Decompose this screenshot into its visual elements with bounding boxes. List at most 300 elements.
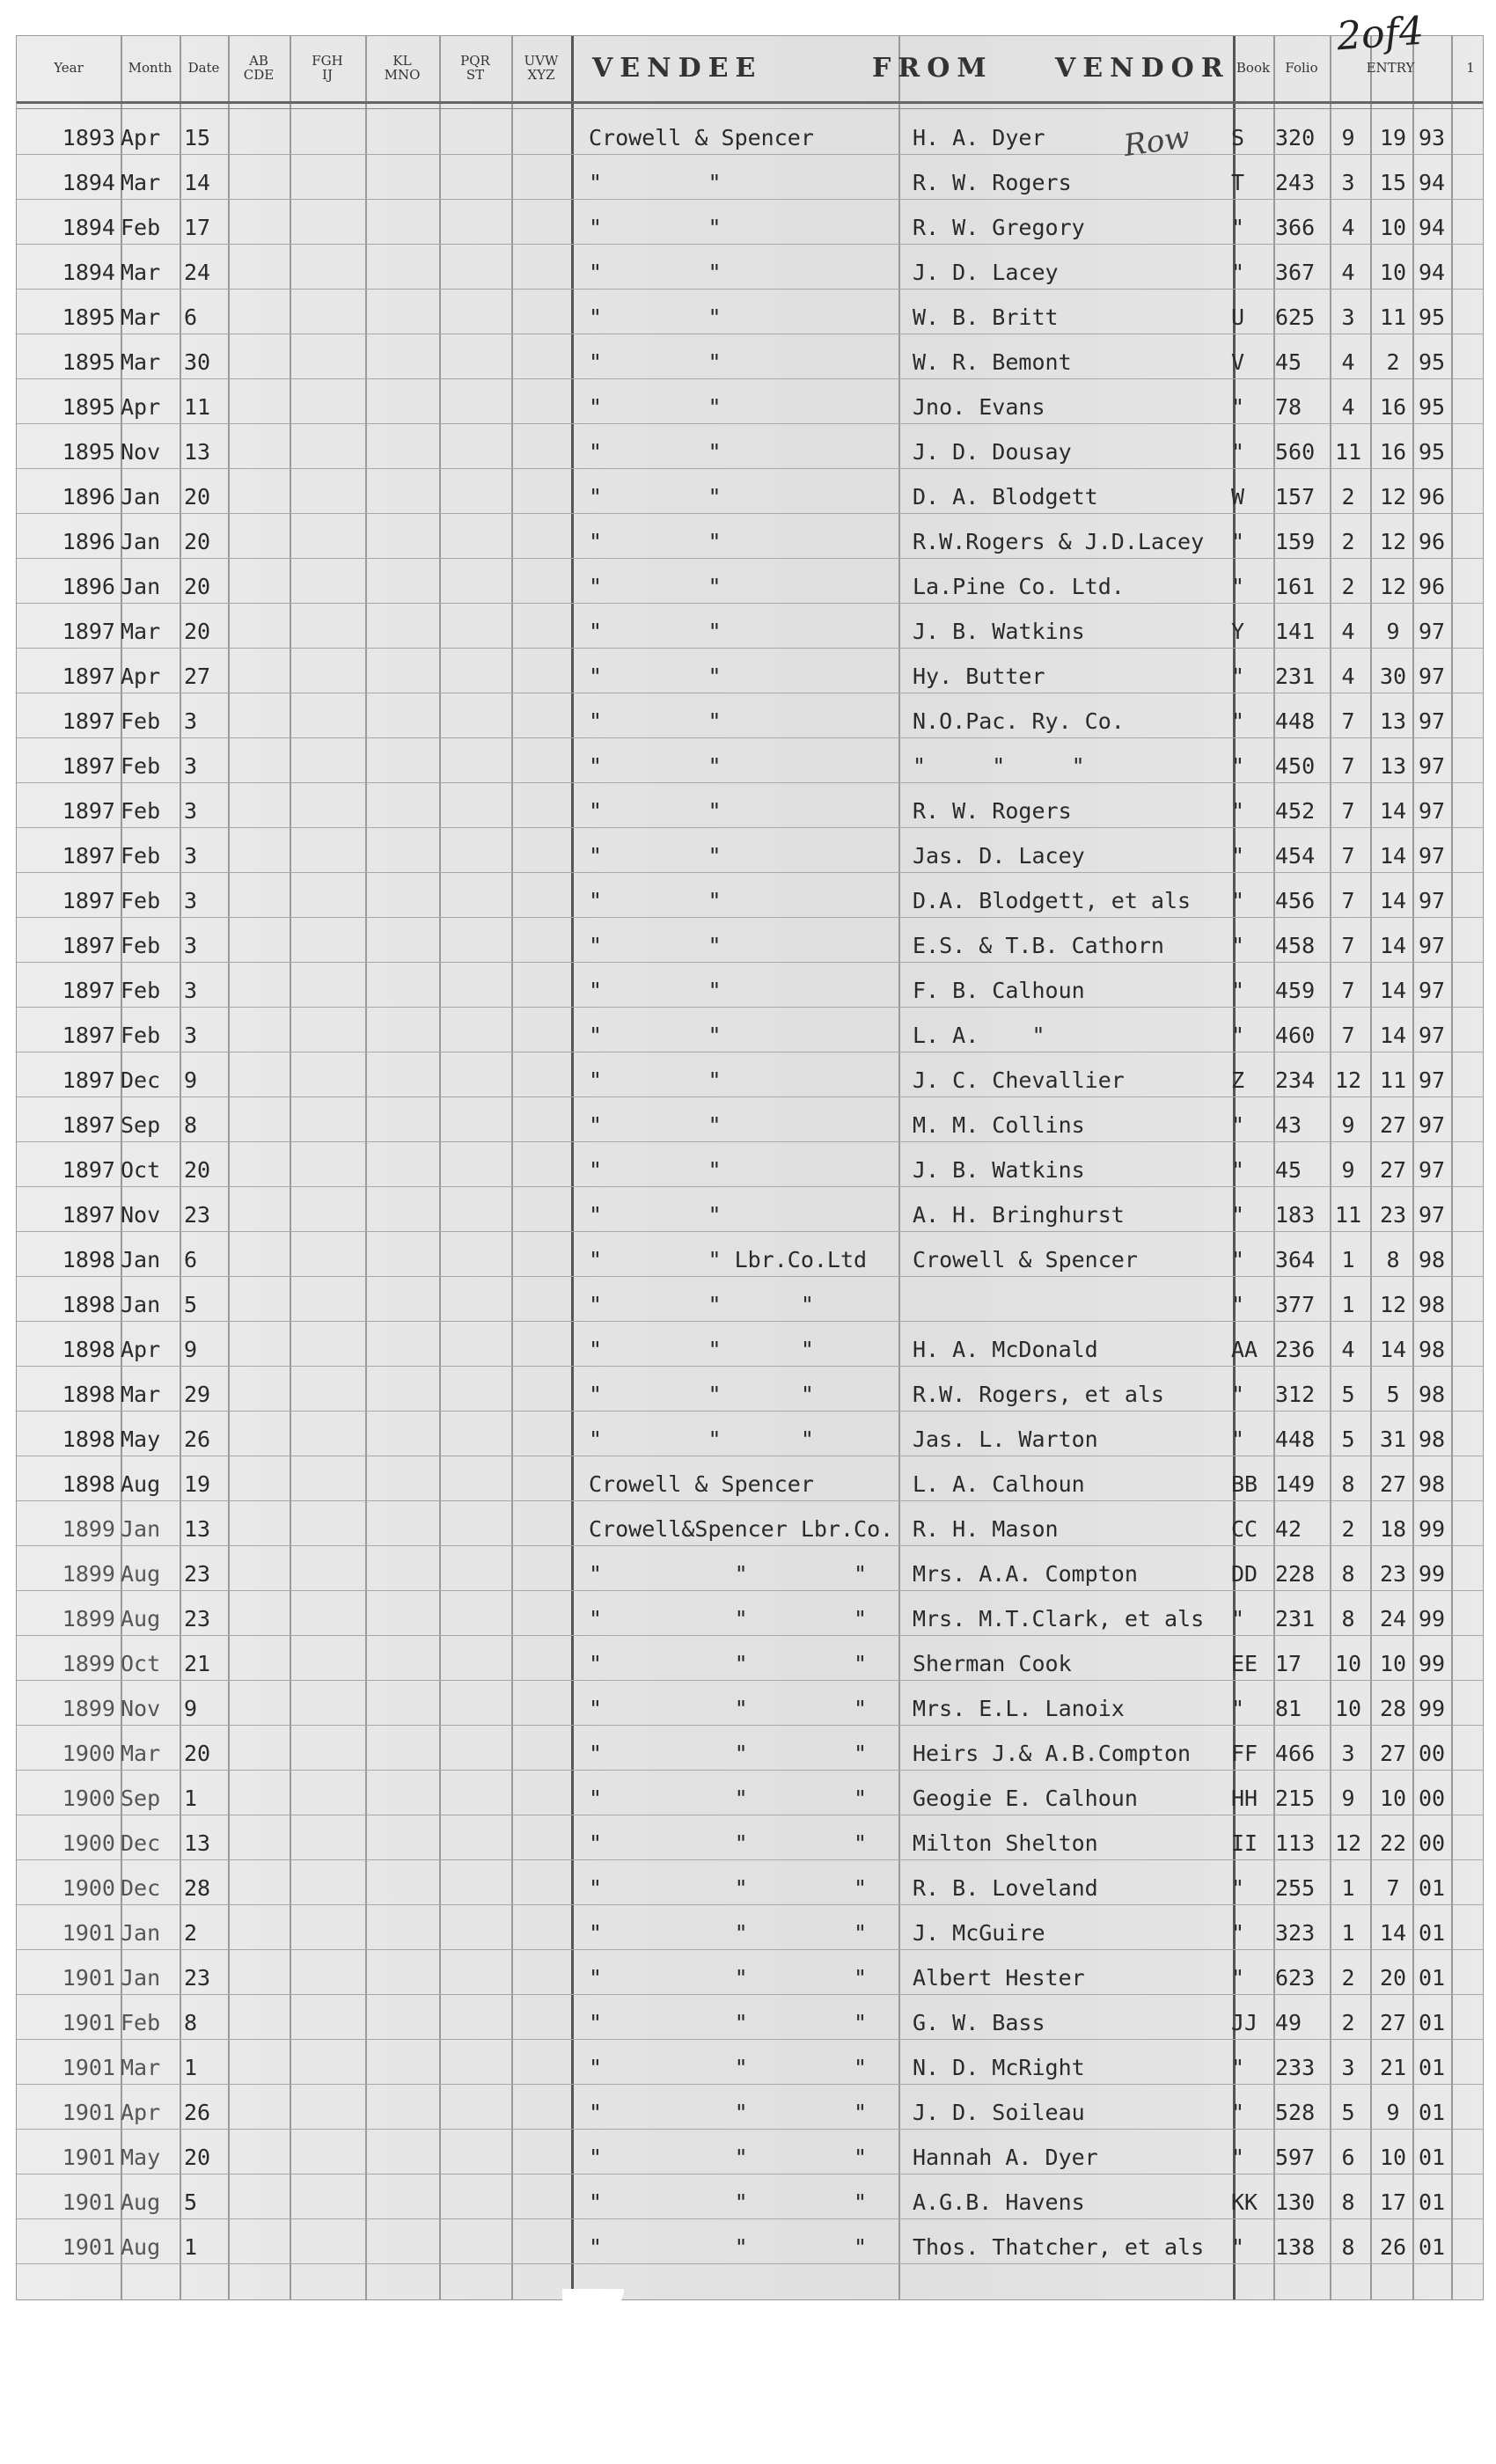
entry-year-cell: 96 (1418, 574, 1446, 599)
date-cell: 26 (184, 2100, 211, 2125)
entry-day-cell: 19 (1379, 125, 1407, 150)
entry-year-cell: 01 (1418, 2010, 1446, 2035)
entry-day-cell: 27 (1379, 1157, 1407, 1183)
date-cell: 21 (184, 1651, 211, 1676)
entry-month-cell: 12 (1334, 1067, 1362, 1093)
book-cell: " (1231, 1920, 1245, 1946)
entry-year-cell: 95 (1418, 439, 1446, 465)
date-cell: 3 (184, 888, 198, 913)
vendor-cell: " " " (913, 753, 1085, 779)
vendor-cell: L. A. Calhoun (913, 1471, 1085, 1497)
folio-cell: 228 (1275, 1561, 1316, 1587)
date-cell: 5 (184, 2189, 198, 2215)
folio-cell: 157 (1275, 484, 1316, 510)
table-row (17, 2174, 1483, 2219)
entry-year-cell: 01 (1418, 2055, 1446, 2080)
date-cell: 3 (184, 798, 198, 824)
month-cell: Dec (121, 1875, 161, 1901)
header-index-line: UVW (524, 53, 559, 69)
entry-month-cell: 6 (1341, 2145, 1355, 2170)
book-cell: " (1231, 2145, 1245, 2170)
table-row (17, 783, 1483, 828)
entry-day-cell: 11 (1379, 304, 1407, 330)
header-vendee-from-vendor (580, 36, 1236, 99)
entry-month-cell: 2 (1341, 529, 1355, 554)
entry-day-cell: 14 (1379, 1023, 1407, 1048)
entry-year-cell: 98 (1418, 1471, 1446, 1497)
table-row (17, 1277, 1483, 1322)
table-row (17, 1905, 1483, 1950)
entry-month-cell: 9 (1341, 1786, 1355, 1811)
month-cell: Mar (121, 2055, 161, 2080)
table-row (17, 1187, 1483, 1232)
entry-day-cell: 5 (1386, 1382, 1400, 1407)
entry-year-cell: 98 (1418, 1337, 1446, 1362)
header-index-line: FGH (312, 53, 343, 69)
folio-cell: 560 (1275, 439, 1316, 465)
header-entry: ENTRY (1366, 60, 1415, 76)
book-cell: AA (1231, 1337, 1258, 1362)
vendor-cell: D. A. Blodgett (913, 484, 1098, 510)
entry-year-cell: 98 (1418, 1382, 1446, 1407)
book-cell: " (1231, 664, 1245, 689)
folio-cell: 625 (1275, 304, 1316, 330)
vendor-cell: R. W. Rogers (913, 798, 1072, 824)
vendee-cell: " " (589, 394, 722, 420)
vendee-cell: " " (589, 260, 722, 285)
year-cell: 1897 (62, 664, 115, 689)
date-cell: 29 (184, 1382, 211, 1407)
header-rule (17, 108, 1483, 109)
entry-month-cell: 8 (1341, 1606, 1355, 1632)
vendor-cell: Mrs. A.A. Compton (913, 1561, 1138, 1587)
vendee-cell: " " " (589, 1337, 814, 1362)
entry-year-cell: 97 (1418, 1157, 1446, 1183)
table-row (17, 1052, 1483, 1097)
date-cell: 9 (184, 1067, 198, 1093)
folio-cell: 367 (1275, 260, 1316, 285)
vendee-cell: " " " (589, 1696, 868, 1721)
year-cell: 1901 (62, 1920, 115, 1946)
book-cell: " (1231, 708, 1245, 734)
month-cell: Aug (121, 1561, 161, 1587)
date-cell: 23 (184, 1202, 211, 1228)
entry-day-cell: 10 (1379, 260, 1407, 285)
vendee-cell: " " " (589, 1830, 868, 1856)
vendor-cell: Sherman Cook (913, 1651, 1072, 1676)
header-index-line: IJ (322, 67, 333, 83)
entry-month-cell: 8 (1341, 2189, 1355, 2215)
entry-month-cell: 7 (1341, 798, 1355, 824)
entry-day-cell: 16 (1379, 439, 1407, 465)
date-cell: 1 (184, 2055, 198, 2080)
folio-cell: 42 (1275, 1516, 1302, 1542)
book-cell: " (1231, 2100, 1245, 2125)
book-cell: Y (1231, 619, 1245, 644)
vendee-cell: " " (589, 1202, 722, 1228)
date-cell: 3 (184, 1023, 198, 1048)
vendor-cell: G. W. Bass (913, 2010, 1045, 2035)
page-marker-annotation: 2of4 (1335, 8, 1426, 60)
entry-day-cell: 14 (1379, 978, 1407, 1003)
vendor-cell: W. B. Britt (913, 304, 1059, 330)
date-cell: 6 (184, 304, 198, 330)
vendor-cell: R. B. Loveland (913, 1875, 1098, 1901)
folio-cell: 236 (1275, 1337, 1316, 1362)
book-cell: " (1231, 978, 1245, 1003)
date-cell: 1 (184, 1786, 198, 1811)
table-row (17, 604, 1483, 649)
month-cell: Feb (121, 888, 161, 913)
vendor-cell: R. H. Mason (913, 1516, 1059, 1542)
book-cell: " (1231, 215, 1245, 240)
year-cell: 1898 (62, 1426, 115, 1452)
year-cell: 1895 (62, 349, 115, 375)
year-cell: 1894 (62, 260, 115, 285)
entry-day-cell: 18 (1379, 1516, 1407, 1542)
vendee-cell: " " (589, 798, 722, 824)
folio-cell: 49 (1275, 2010, 1302, 2035)
year-cell: 1897 (62, 619, 115, 644)
month-cell: May (121, 1426, 161, 1452)
month-cell: May (121, 2145, 161, 2170)
book-cell: " (1231, 753, 1245, 779)
entry-year-cell: 98 (1418, 1247, 1446, 1272)
date-cell: 20 (184, 574, 211, 599)
table-row (17, 1367, 1483, 1412)
year-cell: 1898 (62, 1382, 115, 1407)
month-cell: Dec (121, 1067, 161, 1093)
year-cell: 1898 (62, 1337, 115, 1362)
date-cell: 1 (184, 2234, 198, 2260)
header-index-ab-cde (228, 36, 290, 99)
vendee-cell: " " " (589, 1426, 814, 1452)
vendee-cell: " " (589, 753, 722, 779)
folio-cell: 130 (1275, 2189, 1316, 2215)
entry-year-cell: 99 (1418, 1606, 1446, 1632)
vendee-cell: " " (589, 619, 722, 644)
entry-year-cell: 01 (1418, 2189, 1446, 2215)
header-index-kl-mno (365, 36, 439, 99)
book-cell: Z (1231, 1067, 1245, 1093)
entry-month-cell: 7 (1341, 1023, 1355, 1048)
month-cell: Jan (121, 1247, 161, 1272)
entry-day-cell: 14 (1379, 798, 1407, 824)
month-cell: Mar (121, 1741, 161, 1766)
year-cell: 1901 (62, 2189, 115, 2215)
vendee-cell: " " (589, 708, 722, 734)
book-cell: U (1231, 304, 1245, 330)
book-cell: JJ (1231, 2010, 1258, 2035)
year-cell: 1899 (62, 1606, 115, 1632)
table-row (17, 1771, 1483, 1815)
entry-day-cell: 7 (1386, 1875, 1400, 1901)
table-row (17, 559, 1483, 604)
entry-year-cell: 94 (1418, 170, 1446, 195)
month-cell: Jan (121, 574, 161, 599)
entry-year-cell: 99 (1418, 1561, 1446, 1587)
entry-month-cell: 4 (1341, 215, 1355, 240)
entry-month-cell: 9 (1341, 1112, 1355, 1138)
entry-day-cell: 23 (1379, 1561, 1407, 1587)
folio-cell: 456 (1275, 888, 1316, 913)
header-edge-mark: 1 (1466, 60, 1475, 76)
month-cell: Feb (121, 2010, 161, 2035)
entry-year-cell: 97 (1418, 708, 1446, 734)
vendee-cell: " " " (589, 1606, 868, 1632)
entry-month-cell: 7 (1341, 888, 1355, 913)
entry-year-cell: 94 (1418, 260, 1446, 285)
book-cell: DD (1231, 1561, 1258, 1587)
vendee-cell: " " Lbr.Co.Ltd (589, 1247, 868, 1272)
vendor-cell: Jas. D. Lacey (913, 843, 1085, 869)
entry-day-cell: 13 (1379, 708, 1407, 734)
entry-day-cell: 2 (1386, 349, 1400, 375)
entry-day-cell: 12 (1379, 529, 1407, 554)
entry-year-cell: 95 (1418, 304, 1446, 330)
year-cell: 1898 (62, 1292, 115, 1317)
entry-month-cell: 7 (1341, 843, 1355, 869)
year-cell: 1901 (62, 2100, 115, 2125)
folio-cell: 452 (1275, 798, 1316, 824)
book-cell: " (1231, 260, 1245, 285)
header-rule (17, 101, 1483, 104)
header-index-line: CDE (243, 67, 275, 83)
entry-month-cell: 5 (1341, 1382, 1355, 1407)
entry-month-cell: 7 (1341, 978, 1355, 1003)
date-cell: 13 (184, 1516, 211, 1542)
entry-year-cell: 94 (1418, 215, 1446, 240)
entry-day-cell: 14 (1379, 1337, 1407, 1362)
entry-day-cell: 17 (1379, 2189, 1407, 2215)
header-vendee: VENDEE (592, 52, 763, 84)
vendee-cell: " " " (589, 1965, 868, 1991)
month-cell: Jan (121, 1920, 161, 1946)
entry-year-cell: 97 (1418, 1112, 1446, 1138)
year-cell: 1899 (62, 1696, 115, 1721)
entry-month-cell: 8 (1341, 1471, 1355, 1497)
book-cell: " (1231, 1426, 1245, 1452)
folio-cell: 320 (1275, 125, 1316, 150)
date-cell: 8 (184, 1112, 198, 1138)
table-row (17, 1322, 1483, 1367)
row-note-annotation: Row (1121, 119, 1192, 165)
vendor-cell: W. R. Bemont (913, 349, 1072, 375)
entry-month-cell: 10 (1334, 1651, 1362, 1676)
date-cell: 6 (184, 1247, 198, 1272)
book-cell: " (1231, 933, 1245, 958)
entry-day-cell: 27 (1379, 1112, 1407, 1138)
folio-cell: 78 (1275, 394, 1302, 420)
book-cell: " (1231, 1965, 1245, 1991)
table-row (17, 379, 1483, 424)
header-index-fgh-ij (290, 36, 365, 99)
entry-year-cell: 98 (1418, 1426, 1446, 1452)
vendor-cell: H. A. Dyer (913, 125, 1045, 150)
year-cell: 1894 (62, 215, 115, 240)
date-cell: 5 (184, 1292, 198, 1317)
year-cell: 1893 (62, 125, 115, 150)
table-row (17, 334, 1483, 379)
entry-day-cell: 15 (1379, 170, 1407, 195)
year-cell: 1900 (62, 1741, 115, 1766)
entry-year-cell: 99 (1418, 1696, 1446, 1721)
date-cell: 19 (184, 1471, 211, 1497)
date-cell: 14 (184, 170, 211, 195)
vendor-cell: M. M. Collins (913, 1112, 1085, 1138)
entry-month-cell: 5 (1341, 2100, 1355, 2125)
header-index-line: XYZ (527, 67, 555, 83)
ledger-sheet (16, 8, 1484, 2300)
entry-year-cell: 99 (1418, 1516, 1446, 1542)
vendee-cell: " " (589, 1112, 722, 1138)
header-month: Month (128, 60, 172, 76)
vendor-cell: J. D. Lacey (913, 260, 1059, 285)
vendor-cell: J. B. Watkins (913, 1157, 1085, 1183)
vendee-cell: Crowell & Spencer (589, 125, 814, 150)
entry-day-cell: 27 (1379, 2010, 1407, 2035)
vendor-cell: H. A. McDonald (913, 1337, 1098, 1362)
vendee-cell: " " (589, 1023, 722, 1048)
entry-month-cell: 4 (1341, 619, 1355, 644)
entry-month-cell: 2 (1341, 574, 1355, 599)
table-row (17, 1591, 1483, 1636)
folio-cell: 460 (1275, 1023, 1316, 1048)
year-cell: 1897 (62, 888, 115, 913)
folio-cell: 159 (1275, 529, 1316, 554)
vendor-cell: Heirs J.& A.B.Compton (913, 1741, 1192, 1766)
entry-day-cell: 26 (1379, 2234, 1407, 2260)
date-cell: 3 (184, 978, 198, 1003)
entry-day-cell: 12 (1379, 574, 1407, 599)
vendee-cell: " " (589, 664, 722, 689)
entry-year-cell: 97 (1418, 843, 1446, 869)
book-cell: " (1231, 439, 1245, 465)
entry-day-cell: 14 (1379, 843, 1407, 869)
date-cell: 3 (184, 753, 198, 779)
header-index-line: AB (249, 53, 268, 69)
date-cell: 17 (184, 215, 211, 240)
entry-month-cell: 11 (1334, 1202, 1362, 1228)
header-vendor: VENDOR (1055, 52, 1230, 84)
folio-cell: 528 (1275, 2100, 1316, 2125)
folio-cell: 458 (1275, 933, 1316, 958)
book-cell: " (1231, 1247, 1245, 1272)
book-cell: " (1231, 888, 1245, 913)
header-index-uvw-xyz (511, 36, 571, 99)
entry-year-cell: 00 (1418, 1786, 1446, 1811)
entry-day-cell: 30 (1379, 664, 1407, 689)
entry-year-cell: 97 (1418, 1023, 1446, 1048)
month-cell: Jan (121, 529, 161, 554)
vendor-cell: N. D. McRight (913, 2055, 1085, 2080)
vendor-cell: J. C. Chevallier (913, 1067, 1125, 1093)
month-cell: Dec (121, 1830, 161, 1856)
vendor-cell: R. W. Rogers (913, 170, 1072, 195)
book-cell: " (1231, 394, 1245, 420)
vendee-cell: " " " (589, 1561, 868, 1587)
folio-cell: 231 (1275, 1606, 1316, 1632)
book-cell: " (1231, 1112, 1245, 1138)
vendee-cell: " " (589, 1157, 722, 1183)
entry-day-cell: 12 (1379, 1292, 1407, 1317)
folio-cell: 43 (1275, 1112, 1302, 1138)
entry-day-cell: 23 (1379, 1202, 1407, 1228)
entry-month-cell: 9 (1341, 1157, 1355, 1183)
year-cell: 1897 (62, 933, 115, 958)
entry-year-cell: 01 (1418, 2100, 1446, 2125)
book-cell: EE (1231, 1651, 1258, 1676)
month-cell: Nov (121, 1696, 161, 1721)
month-cell: Apr (121, 2100, 161, 2125)
table-row (17, 918, 1483, 963)
table-row (17, 1681, 1483, 1726)
folio-cell: 233 (1275, 2055, 1316, 2080)
vendor-cell: J. D. Dousay (913, 439, 1072, 465)
year-cell: 1899 (62, 1561, 115, 1587)
entry-day-cell: 27 (1379, 1741, 1407, 1766)
month-cell: Mar (121, 260, 161, 285)
entry-month-cell: 2 (1341, 1516, 1355, 1542)
entry-year-cell: 97 (1418, 753, 1446, 779)
book-cell: " (1231, 1202, 1245, 1228)
entry-month-cell: 2 (1341, 1965, 1355, 1991)
entry-year-cell: 93 (1418, 125, 1446, 150)
month-cell: Aug (121, 2189, 161, 2215)
vendee-cell: " " " (589, 1786, 868, 1811)
entry-day-cell: 14 (1379, 888, 1407, 913)
date-cell: 20 (184, 484, 211, 510)
month-cell: Feb (121, 798, 161, 824)
year-cell: 1898 (62, 1471, 115, 1497)
entry-year-cell: 99 (1418, 1651, 1446, 1676)
folio-cell: 113 (1275, 1830, 1316, 1856)
table-row (17, 873, 1483, 918)
year-cell: 1894 (62, 170, 115, 195)
entry-year-cell: 01 (1418, 1875, 1446, 1901)
date-cell: 27 (184, 664, 211, 689)
entry-month-cell: 1 (1341, 1920, 1355, 1946)
vendee-cell: " " (589, 574, 722, 599)
book-cell: HH (1231, 1786, 1258, 1811)
table-row (17, 1636, 1483, 1681)
year-cell: 1897 (62, 1112, 115, 1138)
entry-month-cell: 7 (1341, 753, 1355, 779)
table-row (17, 1815, 1483, 1860)
date-cell: 23 (184, 1561, 211, 1587)
folio-cell: 448 (1275, 1426, 1316, 1452)
entry-month-cell: 4 (1341, 260, 1355, 285)
vendor-cell: Thos. Thatcher, et als (913, 2234, 1205, 2260)
entry-month-cell: 3 (1341, 170, 1355, 195)
year-cell: 1900 (62, 1875, 115, 1901)
table-row (17, 828, 1483, 873)
date-cell: 8 (184, 2010, 198, 2035)
entry-day-cell: 10 (1379, 1786, 1407, 1811)
table-row (17, 2130, 1483, 2174)
entry-month-cell: 11 (1334, 439, 1362, 465)
vendor-cell: J. B. Watkins (913, 619, 1085, 644)
entry-year-cell: 01 (1418, 1965, 1446, 1991)
book-cell: BB (1231, 1471, 1258, 1497)
entry-month-cell: 4 (1341, 349, 1355, 375)
vendor-cell: R.W. Rogers, et als (913, 1382, 1164, 1407)
table-row (17, 2085, 1483, 2130)
entry-month-cell: 10 (1334, 1696, 1362, 1721)
table-row (17, 693, 1483, 738)
year-cell: 1896 (62, 484, 115, 510)
header-book: Book (1236, 60, 1271, 76)
